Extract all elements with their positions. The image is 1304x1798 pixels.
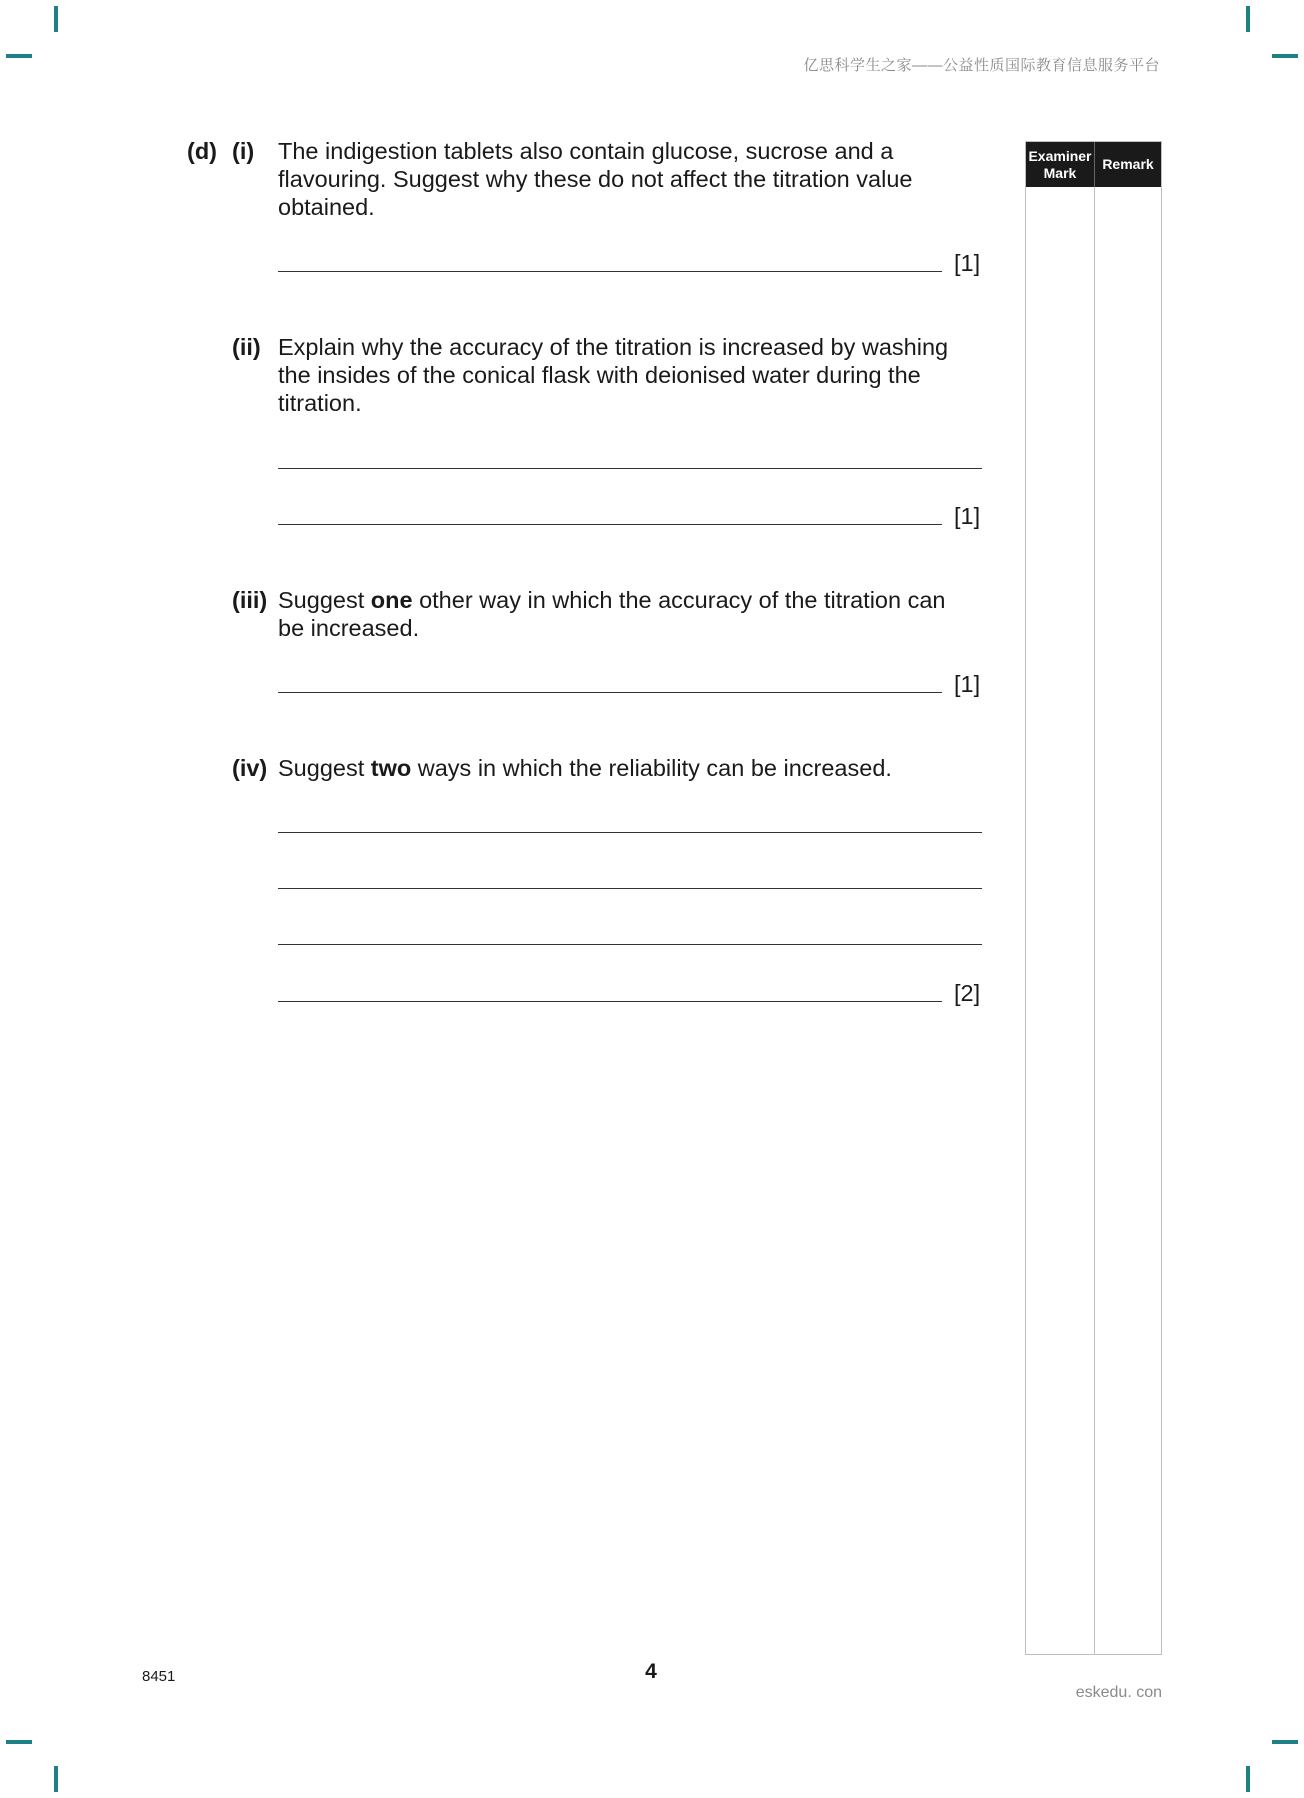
answer-line[interactable] [278, 944, 982, 945]
text-part: ways in which the reliability can be increased. [411, 755, 892, 781]
answer-line[interactable] [278, 1001, 942, 1002]
marks-iv: [2] [954, 980, 981, 1006]
marks-ii: [1] [954, 503, 981, 529]
crop-mark-br-v [1246, 1766, 1250, 1792]
question-text-iii [278, 586, 978, 642]
emphasis-word: two [370, 755, 412, 781]
crop-mark-tr-v [1246, 6, 1250, 32]
examiner-box [1025, 141, 1162, 1655]
crop-mark-tl-h [6, 54, 32, 58]
answer-line[interactable] [278, 832, 982, 833]
text-part: Suggest [278, 587, 371, 613]
text-part: Suggest [278, 755, 371, 781]
crop-mark-tl-v [54, 6, 58, 32]
footer-site: eskedu. con [1075, 1684, 1162, 1701]
crop-mark-bl-v [54, 1766, 58, 1792]
item-label-iii: (iii) [232, 587, 268, 613]
text-part: other way in which the accuracy of the titration can be increased. [278, 587, 946, 641]
paper-code: 8451 [142, 1668, 176, 1685]
examiner-mark-header: Examiner Mark [1026, 142, 1095, 187]
remark-header: Remark [1102, 156, 1154, 172]
question-text-iv [278, 754, 998, 782]
answer-line[interactable] [278, 888, 982, 889]
item-label-ii: (ii) [232, 334, 261, 360]
examiner-box-header [1026, 142, 1161, 187]
crop-mark-bl-h [6, 1740, 32, 1744]
item-label-i: (i) [232, 138, 255, 164]
examiner-box-divider [1094, 187, 1095, 1654]
answer-line[interactable] [278, 524, 942, 525]
emphasis-word: one [370, 587, 413, 613]
page-number: 4 [645, 1660, 657, 1683]
crop-mark-tr-h [1272, 54, 1298, 58]
item-label-iv: (iv) [232, 755, 268, 781]
marks-iii: [1] [954, 671, 981, 697]
question-text-ii: Explain why the accuracy of the titration is increased by washing the insides of the conical flask with deionised water during the titration. [278, 334, 949, 416]
question-text-i: The indigestion tablets also contain glucose, sucrose and a flavouring. Suggest why these do not affect the titration value obtained. [278, 138, 913, 220]
crop-mark-br-h [1272, 1740, 1298, 1744]
header-watermark: 亿思科学生之家——公益性质国际教育信息服务平台 [803, 57, 1160, 74]
part-label: (d) [187, 138, 218, 164]
answer-line[interactable] [278, 692, 942, 693]
answer-line[interactable] [278, 468, 982, 469]
answer-line[interactable] [278, 271, 942, 272]
marks-i: [1] [954, 250, 981, 276]
